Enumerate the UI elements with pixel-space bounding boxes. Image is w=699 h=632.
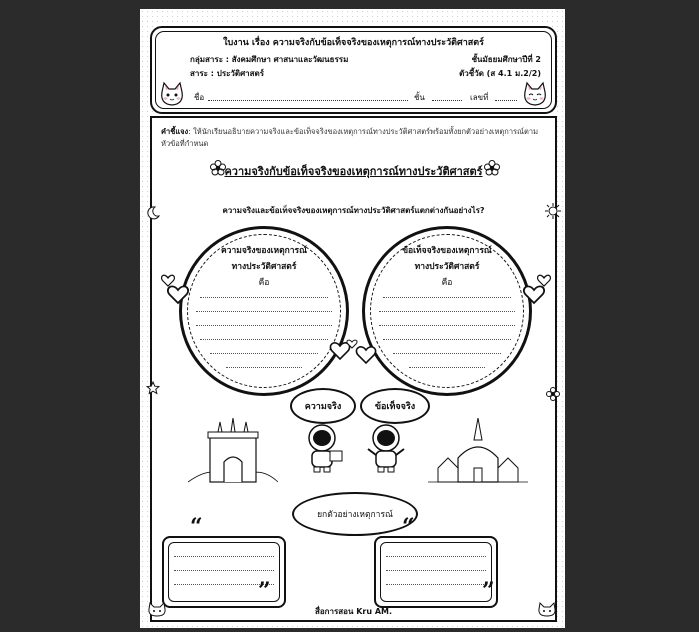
- subject-name: สาระ : ประวัติศาสตร์: [190, 69, 265, 78]
- truth-answer-line[interactable]: [200, 297, 328, 298]
- sun-icon: [545, 203, 561, 219]
- cat-mascot-icon: [521, 80, 549, 108]
- star-icon: [146, 381, 160, 395]
- flower-icon: [484, 160, 500, 176]
- patuxai-monument-icon: [188, 418, 278, 484]
- main-title: ความจริงกับข้อเท็จจริงของเหตุการณ์ทางประวัติศาสตร์: [224, 165, 483, 178]
- class-label: ชั้น: [414, 93, 425, 102]
- astronaut-icon: [362, 423, 410, 473]
- truth-line1: ความจริงของเหตุการณ์: [221, 246, 307, 256]
- subject-group: กลุ่มสาระ : สังคมศึกษา ศาสนาและวัฒนธรรม: [190, 55, 349, 64]
- example-answer-line[interactable]: [386, 584, 486, 585]
- fact-answer-line[interactable]: [383, 339, 511, 340]
- worksheet-page: [140, 9, 565, 628]
- truth-line2: ทางประวัติศาสตร์: [231, 262, 297, 272]
- footer-credit: สื่อการสอน Kru AM.: [314, 607, 393, 616]
- cat-mascot-icon: [158, 80, 186, 108]
- fact-bubble-text: ข้อเท็จจริง: [374, 402, 416, 412]
- truth-answer-line[interactable]: [226, 367, 302, 368]
- open-quote-icon: “: [402, 514, 415, 540]
- moon-icon: [146, 206, 160, 220]
- instructions-text: : ให้นักเรียนอธิบายความจริงและข้อเท็จจริงของเหตุการณ์ทางประวัติศาสตร์พร้อมทั้งยกตัวอย่างเหตุการณ์ตามหัวข้อที่กำหนด: [161, 127, 539, 148]
- fact-answer-line[interactable]: [393, 353, 501, 354]
- flower-icon: [546, 387, 560, 401]
- fact-answer-line[interactable]: [409, 367, 485, 368]
- truth-circle: [179, 226, 349, 396]
- heart-icon: [326, 336, 378, 370]
- number-field[interactable]: [495, 100, 517, 101]
- truth-answer-line[interactable]: [210, 353, 318, 354]
- cat-face-icon: [536, 601, 558, 617]
- number-label: เลขที่: [470, 93, 489, 102]
- example-answer-line[interactable]: [174, 570, 274, 571]
- worksheet-body: [150, 116, 557, 622]
- open-quote-icon: “: [190, 514, 203, 540]
- example-answer-line[interactable]: [174, 556, 274, 557]
- astronaut-icon: [300, 423, 348, 473]
- fact-line1: ข้อเท็จจริงของเหตุการณ์: [402, 246, 492, 256]
- fact-speech-bubble: [360, 388, 430, 424]
- close-quote-icon: ”: [258, 578, 271, 604]
- truth-answer-line[interactable]: [200, 339, 328, 340]
- truth-answer-line[interactable]: [196, 311, 332, 312]
- guiding-question: ความจริงและข้อเท็จจริงของเหตุการณ์ทางประวัติศาสตร์แตกต่างกันอย่างไร?: [222, 206, 485, 215]
- pha-that-luang-icon: [428, 418, 528, 484]
- name-field[interactable]: [208, 100, 408, 101]
- close-quote-icon: ”: [482, 578, 495, 604]
- example-answer-line[interactable]: [386, 570, 486, 571]
- worksheet-header: [150, 26, 557, 114]
- name-label: ชื่อ: [194, 93, 205, 102]
- fact-answer-line[interactable]: [379, 325, 515, 326]
- grade-level: ชั้นมัธยมศึกษาปีที่ 2: [471, 55, 541, 64]
- example-answer-line[interactable]: [386, 556, 486, 557]
- instructions-label: คำชี้แจง: [161, 127, 189, 136]
- class-field[interactable]: [432, 100, 462, 101]
- example-label: ยกตัวอย่างเหตุการณ์: [317, 510, 393, 520]
- fact-answer-line[interactable]: [379, 311, 515, 312]
- example-box-right: [374, 536, 498, 608]
- fact-line3: คือ: [441, 278, 453, 288]
- truth-speech-bubble: [290, 388, 356, 424]
- fact-answer-line[interactable]: [383, 297, 511, 298]
- truth-answer-line[interactable]: [196, 325, 332, 326]
- cat-face-icon: [146, 601, 168, 617]
- fact-line2: ทางประวัติศาสตร์: [414, 262, 480, 272]
- truth-line3: คือ: [258, 278, 270, 288]
- fact-circle: [362, 226, 532, 396]
- instructions: [161, 126, 546, 150]
- truth-bubble-text: ความจริง: [304, 402, 342, 412]
- indicator: ตัวชี้วัด (ส 4.1 ม.2/2): [459, 69, 541, 78]
- worksheet-title: ใบงาน เรื่อง ความจริงกับข้อเท็จจริงของเหตุการณ์ทางประวัติศาสตร์: [223, 38, 484, 48]
- example-speech-bubble: [292, 492, 418, 536]
